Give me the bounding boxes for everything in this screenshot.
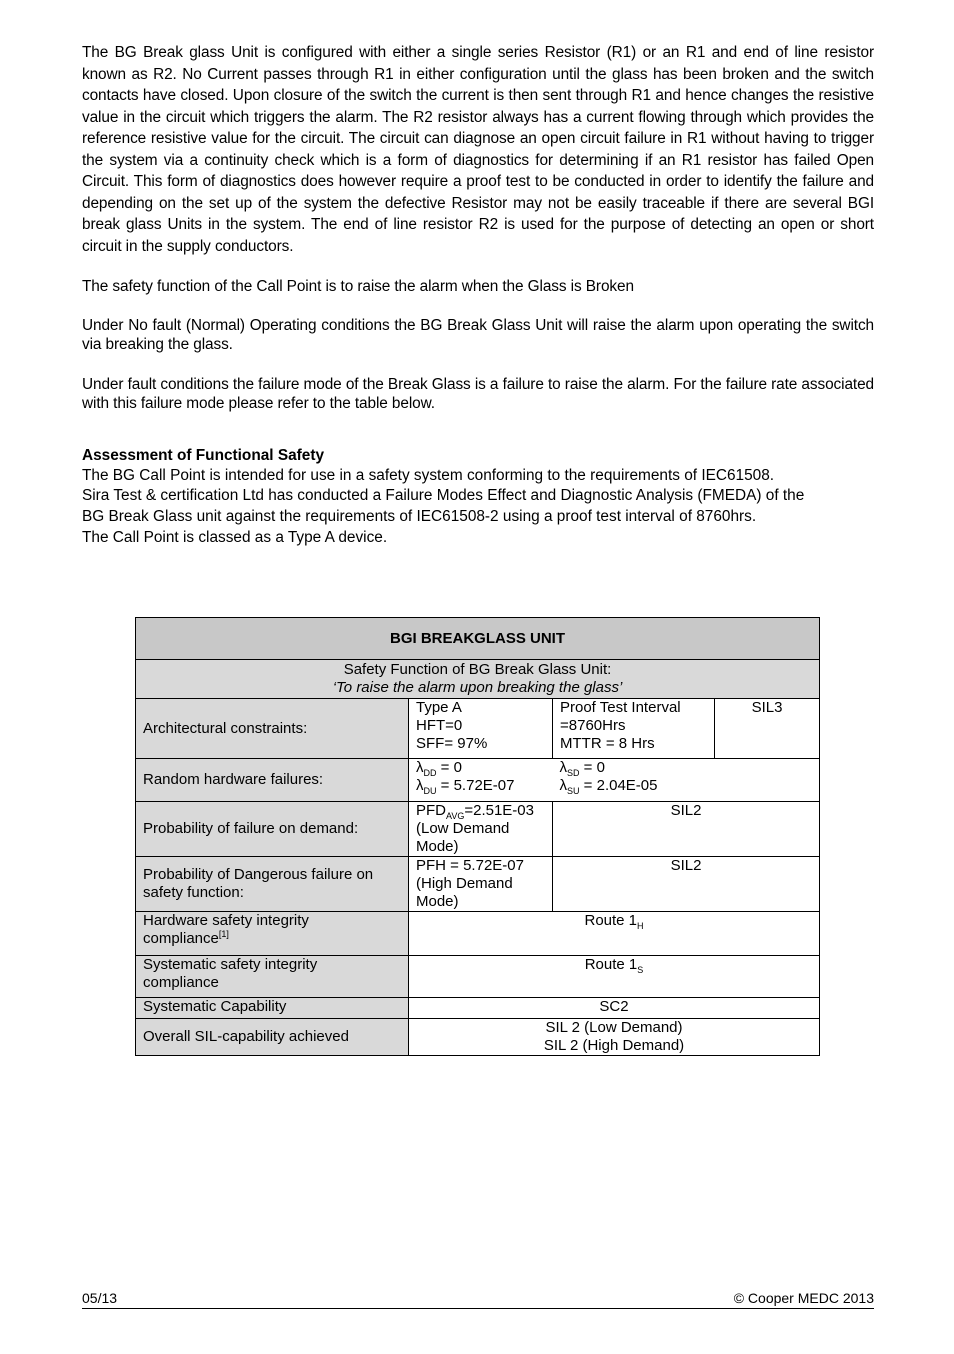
arch-hft: HFT=0 [416, 717, 463, 734]
pfh-value: PFH = 5.72E-07 [416, 857, 524, 874]
table-row [136, 660, 820, 699]
sys-label-line-2: compliance [143, 974, 219, 991]
pfd-value-cell [409, 802, 553, 857]
pfh-label: Probability of Dangerous failure on safety function: [136, 857, 409, 912]
assessment-line-4: The Call Point is classed as a Type A device. [82, 529, 388, 546]
hw-route: Route $1_H$ [409, 912, 820, 956]
table-row [136, 759, 820, 802]
assessment-heading: Assessment of Functional Safety [82, 447, 325, 464]
sys-label-line-1: Systematic safety integrity [143, 956, 318, 973]
safety-function-cell [136, 660, 820, 699]
table-row [136, 956, 820, 998]
pfh-value-cell [409, 857, 553, 912]
overall-label: Overall SIL-capability achieved [136, 1019, 409, 1056]
footer-rule [82, 1308, 874, 1309]
random-safe-cell [553, 759, 820, 802]
sil-table [135, 617, 820, 1056]
table-row [136, 998, 820, 1019]
pfd-mode-line-2: Mode) [416, 838, 459, 855]
footer-copyright: © Cooper MEDC 2013 [733, 1290, 874, 1306]
assessment-line-3: BG Break Glass unit against the requirements of IEC61508-2 using a proof test interval of 8760hrs. [82, 508, 757, 525]
table-title: BGI BREAKGLASS UNIT [136, 618, 820, 660]
table-row [136, 802, 820, 857]
pfd-label: Probability of failure on demand: [136, 802, 409, 857]
overall-low-demand: SIL 2 (Low Demand) [545, 1019, 683, 1036]
lambda-dd: $\lambda_{DD} = 0$ [416, 759, 462, 778]
arch-type: Type A [416, 699, 462, 716]
random-label: Random hardware failures: [136, 759, 409, 802]
assessment-section [82, 446, 882, 548]
paragraph-no-fault-conditions: Under No fault (Normal) Operating conditions the BG Break Glass Unit will raise the alarm upon operating the switch via breaking the glass. [82, 317, 874, 353]
lambda-sd: $\lambda_{SD} = 0$ [559, 759, 605, 778]
assessment-line-2: Sira Test & certification Ltd has conducted a Failure Modes Effect and Diagnostic Analysis (FMEDA) of the [82, 487, 805, 504]
table-row [136, 699, 820, 759]
cap-label: Systematic Capability [136, 998, 409, 1019]
arch-type-cell [409, 699, 553, 759]
overall-high-demand: SIL 2 (High Demand) [543, 1037, 685, 1054]
hw-label-line-2: compliance[1] [143, 929, 229, 947]
arch-sil: SIL3 [715, 699, 820, 759]
table-row [136, 857, 820, 912]
arch-sff: SFF= 97% [416, 735, 488, 752]
sys-route: Route $1_S$ [409, 956, 820, 998]
pfh-sil: SIL2 [553, 857, 820, 912]
table-row [136, 1019, 820, 1056]
table-row [136, 618, 820, 660]
assessment-line-1: The BG Call Point is intended for use in a safety system conforming to the requirements of IEC61508. [82, 467, 775, 484]
paragraph-fault-conditions: Under fault conditions the failure mode of the Break Glass is a failure to raise the alarm. For the failure rate associated with this failure mode please refer to the table below. [82, 376, 874, 412]
pfh-mode-line-1: (High Demand [416, 875, 513, 892]
safety-function-line-2: ‘To raise the alarm upon breaking the glass’ [332, 679, 623, 696]
sys-label-cell [136, 956, 409, 998]
overall-value-cell [409, 1019, 820, 1056]
paragraph-resistor-configuration: The BG Break glass Unit is configured with either a single series Resistor (R1) or an R1 and end of line resistor known as R2. No Current passes through R1 in either configuration until the glass has been broken and the switch contacts have closed. Upon closure of the switch the current is then sent through R1 and hence changes the resistive value in the circuit which triggers the alarm. The R2 resistor always has a current flowing through which provides the reference resistive value for the circuit. The circuit can diagnose an open circuit failure in R1 without having to trigger the system via a continuity check which is a form of diagnostics for determining if an R1 resistor has failed Open Circuit. This form of diagnostics does however require a proof test to be conducted in order to identify the failure and depending on the set up of the system the defective Resistor may not be easily traceable if there are several BGI break glass Units in the system. The end of line resistor R2 is used for the purpose of detecting an open or short circuit in the supply conductors. [82, 44, 874, 255]
pfh-mode-line-2: Mode) [416, 893, 459, 910]
footer-date: 05/13 [82, 1290, 118, 1306]
arch-mttr: MTTR = 8 Hrs [560, 735, 655, 752]
lambda-su: $\lambda_{SU} = 2.04E-05$ [559, 777, 658, 796]
random-dangerous-cell [409, 759, 553, 802]
table-row [136, 912, 820, 956]
lambda-du: $\lambda_{DU} = 5.72E-07$ [416, 777, 515, 796]
hw-label-cell [136, 912, 409, 956]
arch-pti-line-2: =8760Hrs [560, 717, 626, 734]
pfd-value: $PFD_{AVG}=2.51E-03$ [416, 802, 534, 821]
pfd-sil: SIL2 [553, 802, 820, 857]
cap-value: SC2 [409, 998, 820, 1019]
arch-label: Architectural constraints: [136, 699, 409, 759]
pfd-mode-line-1: (Low Demand [416, 820, 510, 837]
hw-label-line-1: Hardware safety integrity [143, 912, 309, 929]
safety-function-line-1: Safety Function of BG Break Glass Unit: [343, 661, 612, 678]
arch-pti-line-1: Proof Test Interval [560, 699, 681, 716]
paragraph-safety-function: The safety function of the Call Point is to raise the alarm when the Glass is Broken [82, 278, 634, 295]
arch-proof-cell [553, 699, 715, 759]
